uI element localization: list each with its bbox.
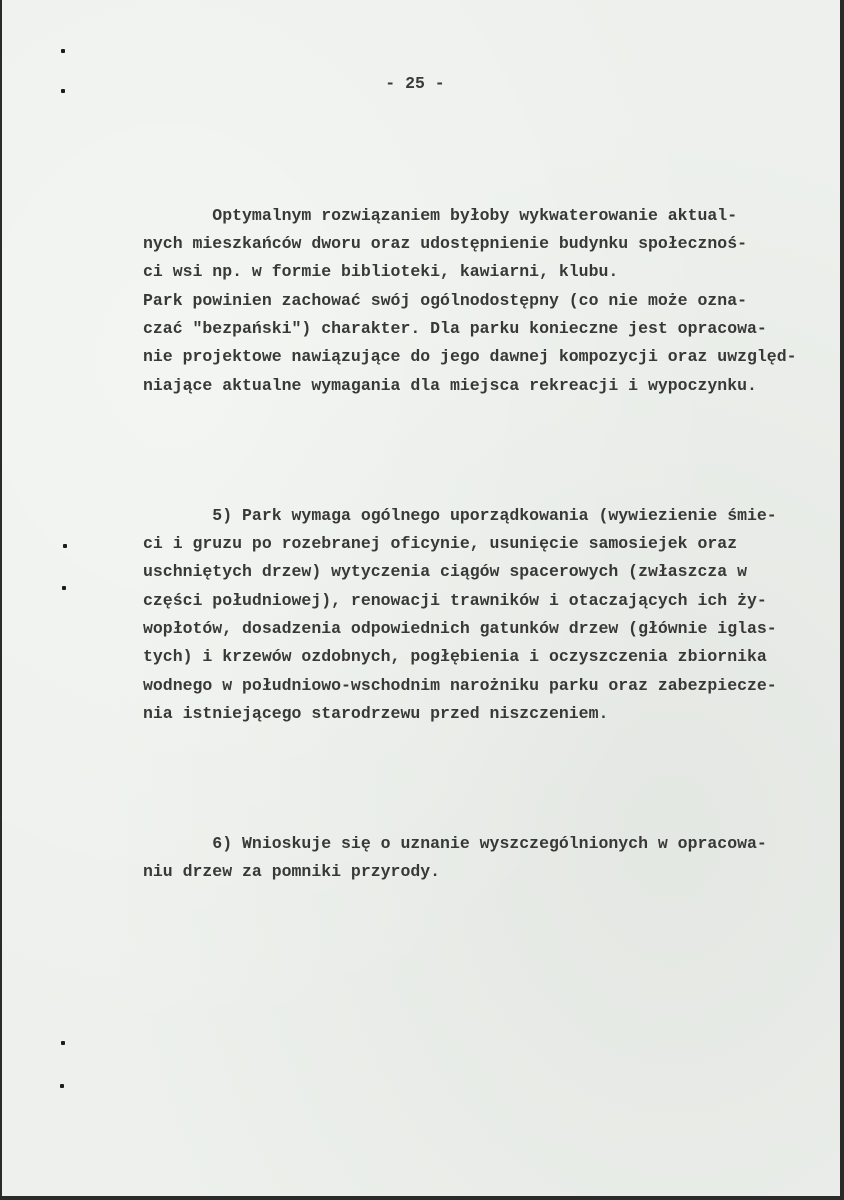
- text-line: nia istniejącego starodrzewu przed niszczeniem.: [143, 703, 609, 723]
- margin-mark-3: [63, 544, 67, 548]
- text-line: tych) i krzewów ozdobnych, pogłębienia i oczyszczenia zbiornika: [143, 647, 767, 667]
- text-line: uschniętych drzew) wytyczenia ciągów spacerowych (zwłaszcza w: [143, 562, 747, 582]
- margin-mark-6: [60, 1084, 64, 1088]
- text-line: Park powinien zachować swój ogólnodostępny (co nie może ozna-: [143, 290, 747, 310]
- paragraph-point-5: [143, 474, 823, 729]
- text-line: 6) Wnioskuje się o uznanie wyszczególnionych w opracowa-: [143, 834, 767, 854]
- text-line: niu drzew za pomniki przyrody.: [143, 862, 441, 882]
- text-line: wopłotów, dosadzenia odpowiednich gatunków drzew (głównie iglas-: [143, 619, 777, 639]
- text-line: niające aktualne wymagania dla miejsca rekreacji i wypoczynku.: [143, 375, 757, 395]
- page-number: [2, 74, 840, 93]
- page-number-text: - 25 -: [385, 74, 445, 93]
- margin-mark-4: [62, 586, 66, 590]
- document-page: [2, 0, 840, 1196]
- margin-mark-1: [61, 49, 65, 53]
- text-line: ci i gruzu po rozebranej oficynie, usunięcie samosiejek oraz: [143, 534, 738, 554]
- document-body: [143, 117, 823, 943]
- paragraph-intro: [143, 174, 823, 400]
- text-line: wodnego w południowo-wschodnim narożniku parku oraz zabezpiecze-: [143, 675, 777, 695]
- text-line: nie projektowe nawiązujące do jego dawnej kompozycji oraz uwzględ-: [143, 347, 797, 367]
- text-line: Optymalnym rozwiązaniem byłoby wykwaterowanie aktual-: [143, 205, 738, 225]
- text-line: 5) Park wymaga ogólnego uporządkowania (wywiezienie śmie-: [143, 505, 777, 525]
- margin-mark-5: [61, 1041, 65, 1045]
- text-line: nych mieszkańców dworu oraz udostępnienie budynku społecznoś-: [143, 234, 747, 254]
- text-line: ci wsi np. w formie biblioteki, kawiarni, klubu.: [143, 262, 619, 282]
- paragraph-point-6: [143, 802, 823, 887]
- text-line: części południowej), renowacji trawników i otaczających ich ży-: [143, 590, 767, 610]
- text-line: czać "bezpański") charakter. Dla parku konieczne jest opracowa-: [143, 319, 767, 339]
